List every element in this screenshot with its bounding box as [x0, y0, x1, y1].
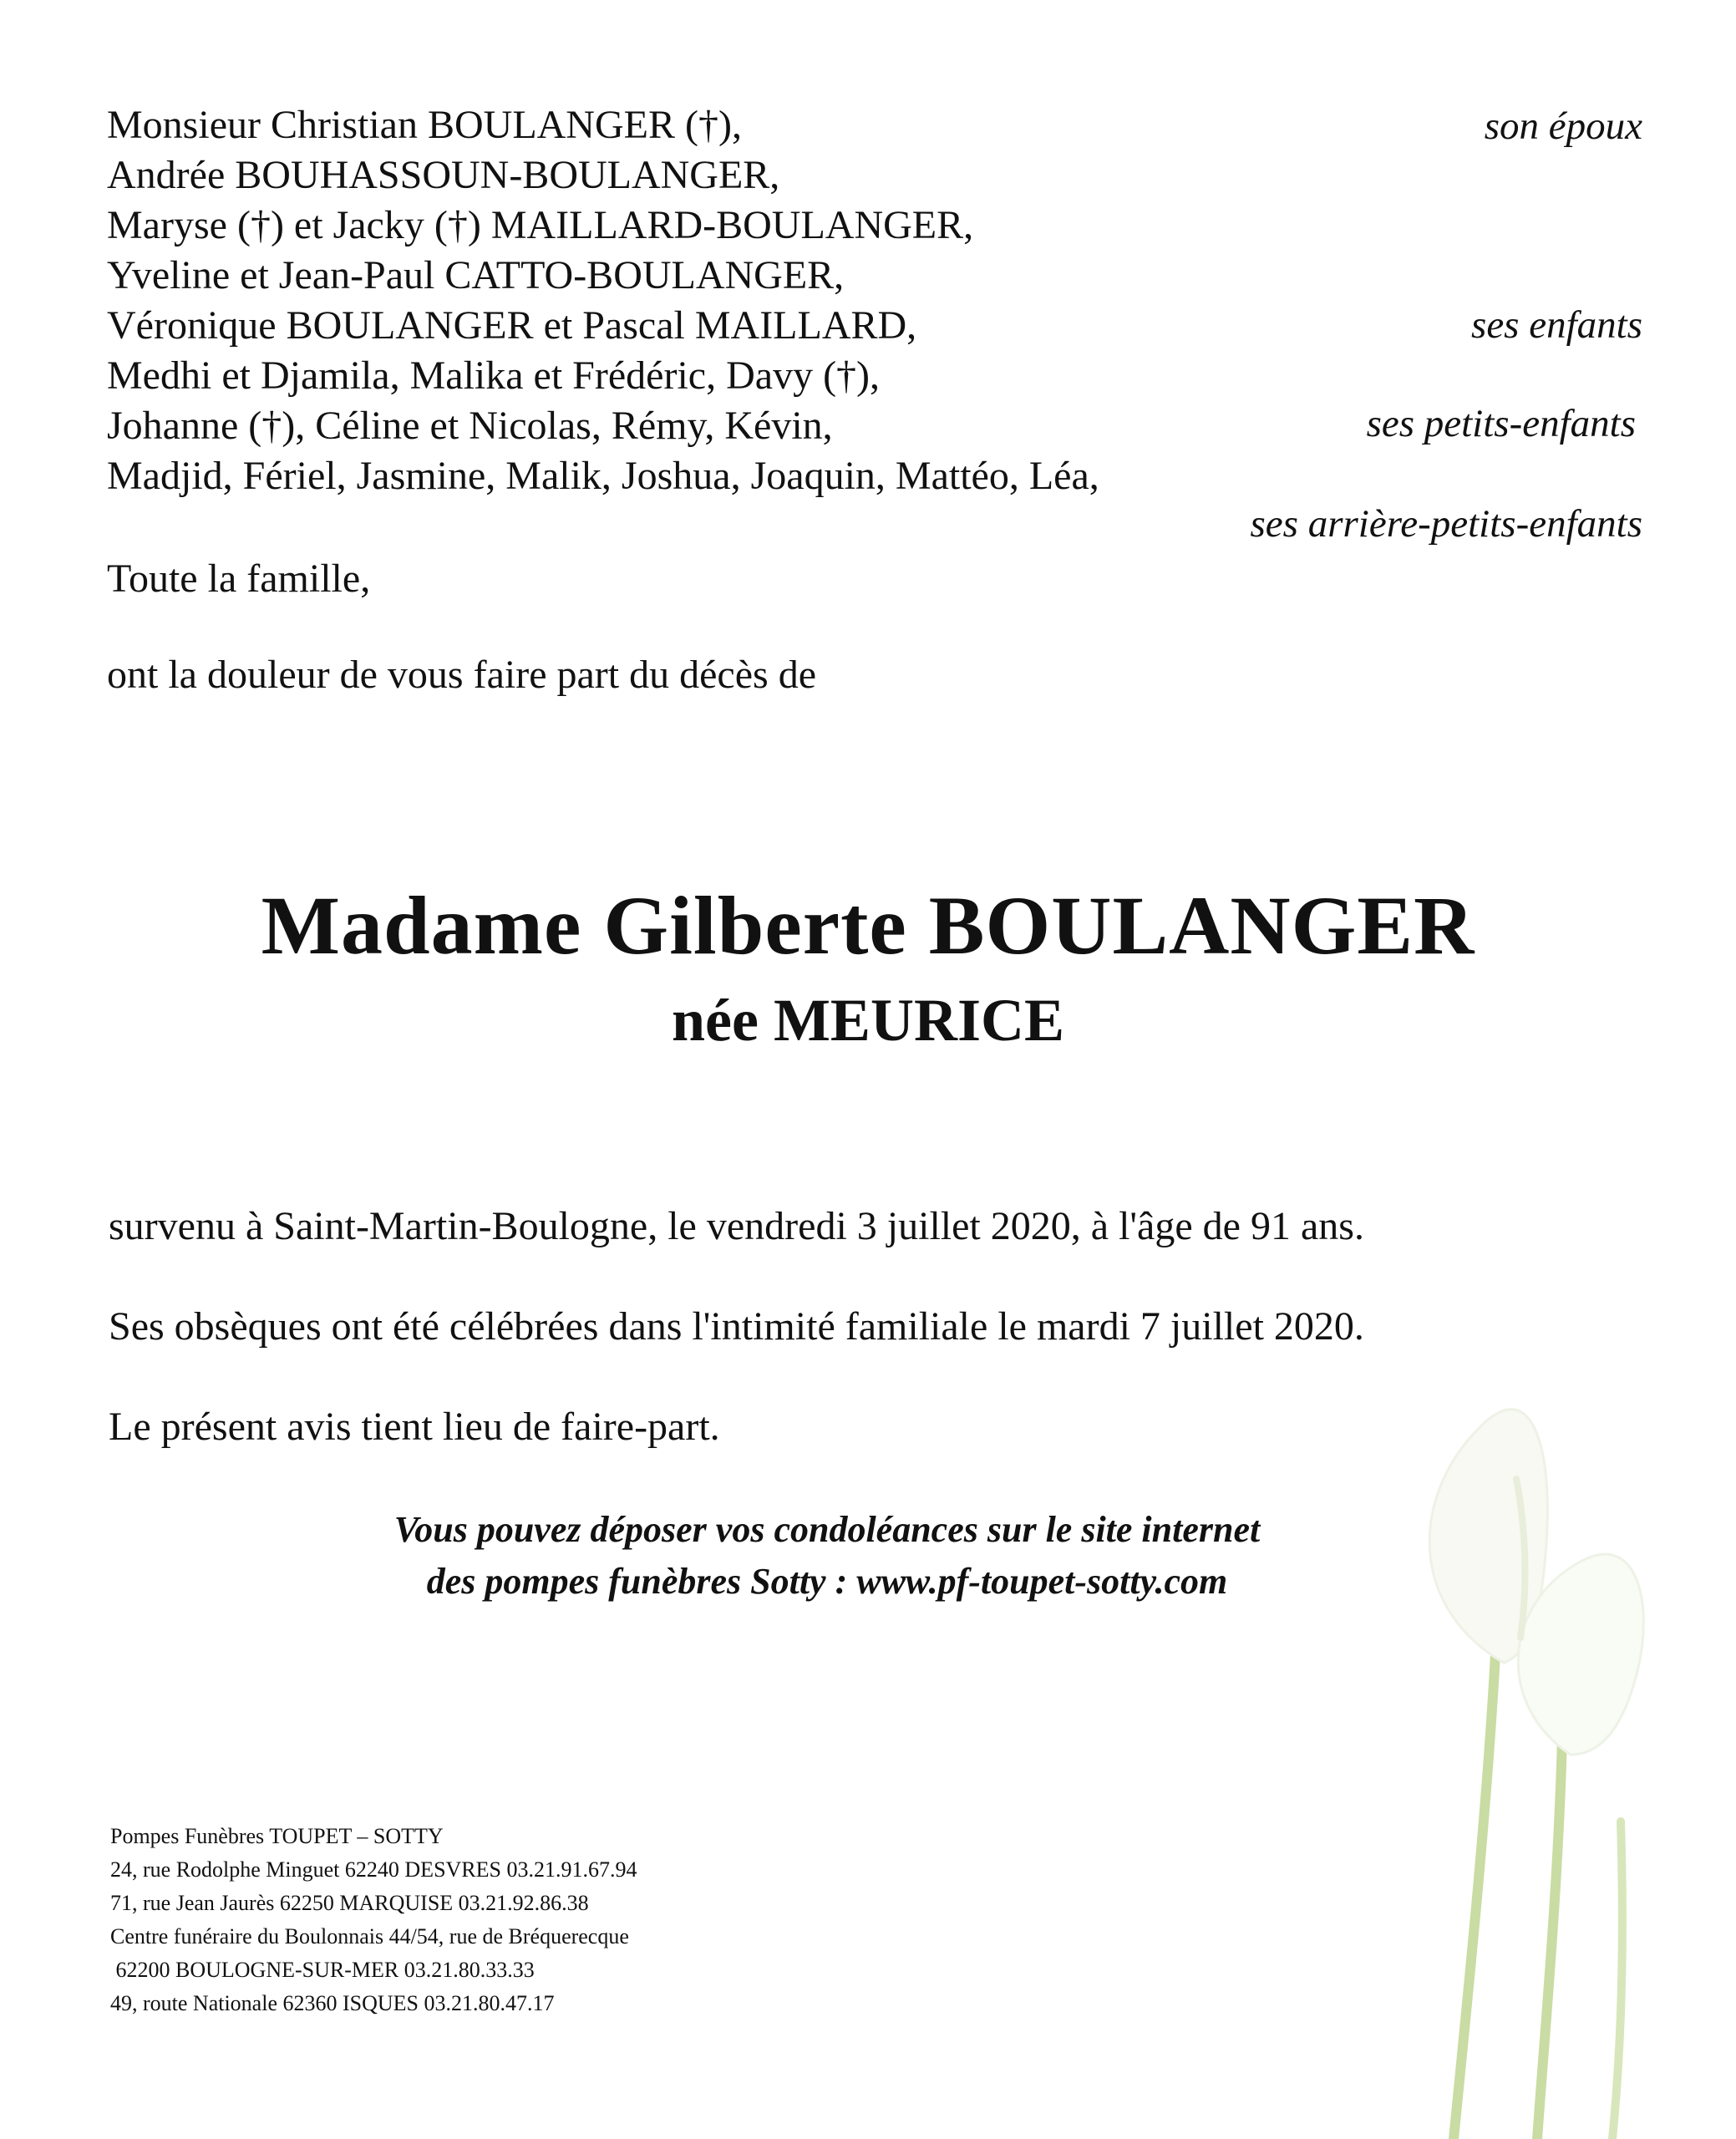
notice-text: Le présent avis tient lieu de faire-part. — [109, 1405, 720, 1449]
relation-children: ses enfants — [1471, 303, 1642, 347]
family-line-5: Véronique BOULANGER et Pascal MAILLARD, — [107, 303, 917, 348]
funeral-details: Ses obsèques ont été célébrées dans l'intimité familiale le mardi 7 juillet 2020. — [109, 1304, 1364, 1349]
funeral-home-address-isques: 49, route Nationale 62360 ISQUES 03.21.80.47.17 — [110, 1991, 555, 2015]
announcement: ont la douleur de vous faire part du décès de — [107, 653, 817, 697]
funeral-home-address-marquise: 71, rue Jean Jaurès 62250 MARQUISE 03.21.92.86.38 — [110, 1891, 589, 1915]
calla-lily-illustration — [1370, 1387, 1704, 2139]
family-line-4: Yveline et Jean-Paul CATTO-BOULANGER, — [107, 253, 845, 297]
funeral-home-info — [110, 1820, 637, 2020]
all-family: Toute la famille, — [107, 556, 371, 601]
family-line-2: Andrée BOUHASSOUN-BOULANGER, — [107, 153, 780, 197]
family-line-3: Maryse (†) et Jacky (†) MAILLARD-BOULANGER, — [107, 203, 974, 247]
relation-grandchildren: ses petits-enfants — [1366, 402, 1636, 445]
family-line-8: Madjid, Fériel, Jasmine, Malik, Joshua, Joaquin, Mattéo, Léa, — [107, 454, 1099, 498]
relation-great-grandchildren: ses arrière-petits-enfants — [1250, 502, 1642, 546]
funeral-home-name: Pompes Funèbres TOUPET – SOTTY — [110, 1824, 444, 1848]
relation-spouse: son époux — [1484, 104, 1642, 148]
family-line-1: Monsieur Christian BOULANGER (†), — [107, 103, 742, 147]
family-line-7: Johanne (†), Céline et Nicolas, Rémy, Kévin, — [107, 404, 833, 448]
deceased-name: Madame Gilberte BOULANGER — [261, 879, 1475, 972]
family-line-6: Medhi et Djamila, Malika et Frédéric, Davy (†), — [107, 353, 881, 398]
condolences-line-1: Vous pouvez déposer vos condoléances sur le site internet — [393, 1509, 1261, 1550]
funeral-home-address-centre: Centre funéraire du Boulonnais 44/54, rue de Bréquerecque — [110, 1924, 629, 1948]
funeral-home-address-boulogne: 62200 BOULOGNE-SUR-MER 03.21.80.33.33 — [110, 1958, 535, 1982]
funeral-home-address-desvres: 24, rue Rodolphe Minguet 62240 DESVRES 03.21.91.67.94 — [110, 1857, 637, 1882]
deceased-maiden-name: née MEURICE — [672, 987, 1064, 1054]
death-details: survenu à Saint-Martin-Boulogne, le vendredi 3 juillet 2020, à l'âge de 91 ans. — [109, 1204, 1364, 1248]
condolences-line-2: des pompes funèbres Sotty : www.pf-toupet-sotty.com — [426, 1561, 1228, 1602]
